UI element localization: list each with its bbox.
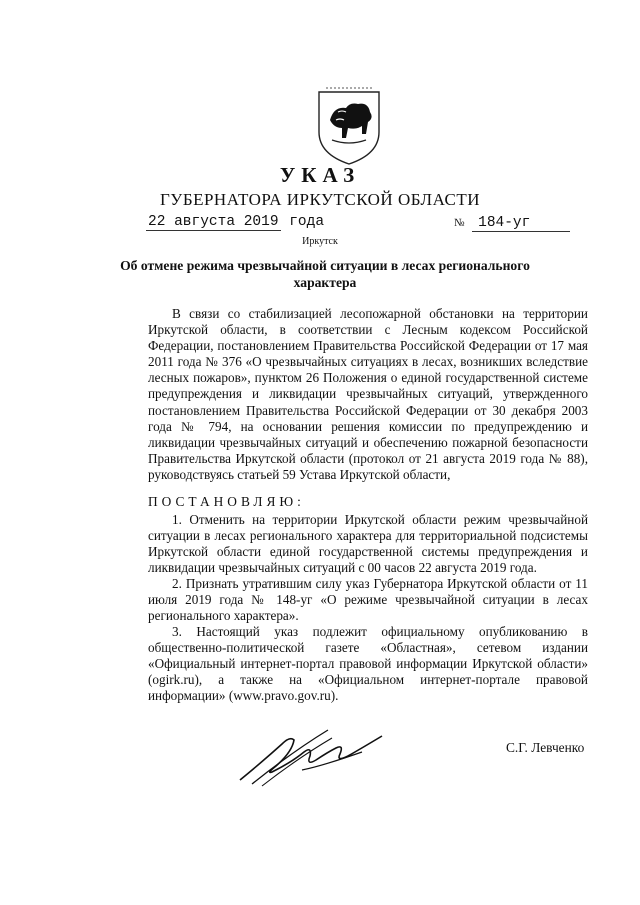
- document-date-line: [146, 214, 324, 230]
- coat-of-arms-emblem: [316, 82, 382, 166]
- handwritten-signature: [232, 722, 392, 790]
- document-city: Иркутск: [302, 236, 338, 247]
- decree-item-2: 2. Признать утратившим силу указ Губернатора Иркутской области от 11 июля 2019 года № 148-уг «О режиме чрезвычайной ситуации в лесах регионального характера».: [148, 576, 588, 624]
- decree-item-3: 3. Настоящий указ подлежит официальному опубликованию в общественно-политической газете «Областная», сетевом издании «Официальный интернет-портал правовой информации Иркутской области» (ogirk.ru), а также на «Официальном интернет-портале правовой информации» (www.pravo.gov.ru).: [148, 624, 588, 704]
- document-number-line: [454, 214, 570, 232]
- number-sign: №: [454, 217, 465, 229]
- document-title: УКАЗ: [279, 163, 361, 187]
- document-heading: Об отмене режима чрезвычайной ситуации в лесах регионального характера: [120, 258, 530, 290]
- preamble-paragraph: В связи со стабилизацией лесопожарной обстановки на территории Иркутской области, в соответствии с Лесным кодексом Российской Федерации, постановлением Правительства Российской Федерации от 17 мая 2011 года № 376 «О чрезвычайных ситуациях в лесах, возникших вследствие лесных пожаров», пунктом 26 Положения о единой государственной системе предупреждения и ликвидации чрезвычайных ситуаций, утвержденного постановлением Правительства Российской Федерации от 30 декабря 2003 года № 794, на основании решения комиссии по предупреждению и ликвидации чрезвычайных ситуаций и обеспечению пожарной безопасности Правительства Иркутской области (протокол от 21 августа 2019 года № 88), руководствуясь статьей 59 Устава Иркутской области,: [148, 306, 588, 482]
- decree-item-1: 1. Отменить на территории Иркутской области режим чрезвычайной ситуации в лесах регионального характера для территориальной подсистемы Иркутской области единой государственной системы предупреждения и ликвидации чрезвычайных ситуаций с 00 часов 22 августа 2019 года.: [148, 512, 588, 576]
- signer-name: С.Г. Левченко: [506, 740, 585, 755]
- document-date-suffix: года: [289, 214, 325, 230]
- document-subtitle: ГУБЕРНАТОРА ИРКУТСКОЙ ОБЛАСТИ: [159, 190, 481, 209]
- document-number: 184-уг: [472, 215, 570, 232]
- document-date: 22 августа 2019: [148, 214, 279, 230]
- decree-word: ПОСТАНОВЛЯЮ:: [148, 494, 305, 509]
